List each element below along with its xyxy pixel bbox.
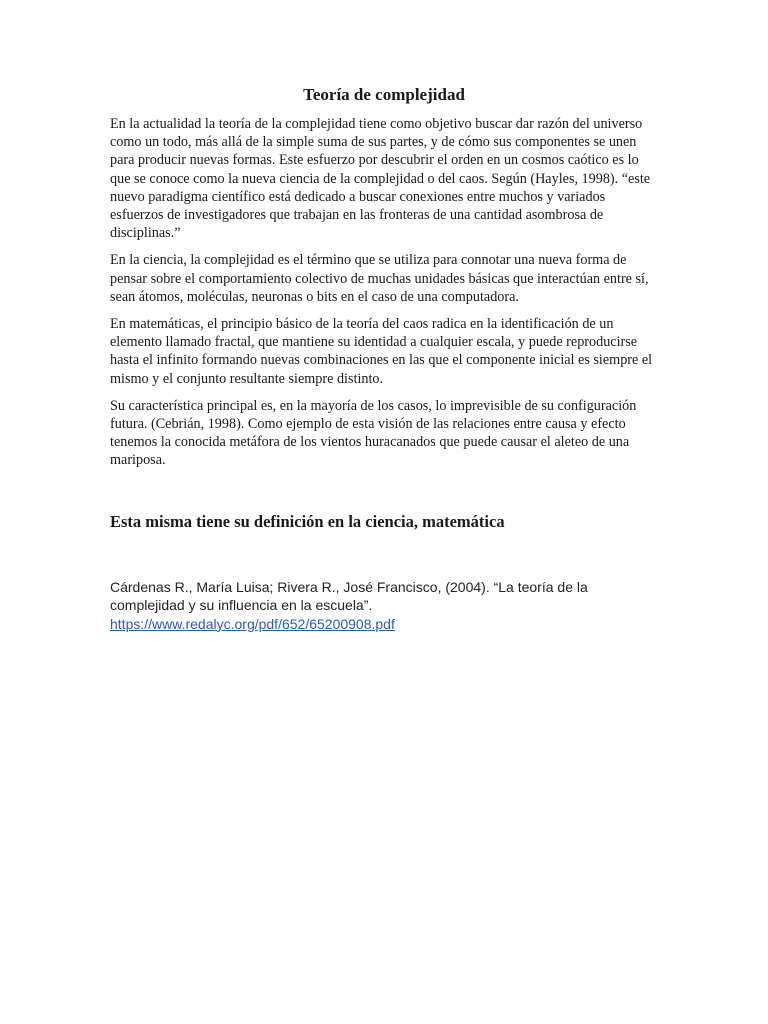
document-title: Teoría de complejidad	[303, 85, 465, 104]
section-subheading: Esta misma tiene su definición en la ciencia, matemática	[110, 511, 505, 531]
paragraph-characteristic: Su característica principal es, en la mayoría de los casos, lo imprevisible de su configuración futura. (Cebrián, 1998). Como ejemplo de esta visión de las relaciones entre causa y efecto tenemos la conocida metáfora de los vientos huracanados que puede causar el aleteo de una mariposa.	[110, 397, 637, 469]
paragraph-mathematics: En matemáticas, el principio básico de la teoría del caos radica en la identificación de un elemento llamado fractal, que mantiene su identidad a cualquier escala, y puede reproducirse hasta el infinito formando nuevas combinaciones en las que el componente inicial es siempre el mismo y el conjunto resultante siempre distinto.	[110, 316, 653, 387]
reference-citation: Cárdenas R., María Luisa; Rivera R., José Francisco, (2004). “La teoría de la complejidad y su influencia en la escuela”.	[110, 578, 588, 614]
reference-block	[110, 578, 658, 634]
reference-link[interactable]: https://www.redalyc.org/pdf/652/65200908.pdf	[110, 615, 395, 632]
document-content	[110, 84, 658, 633]
paragraph-science: En la ciencia, la complejidad es el término que se utiliza para connotar una nueva forma de pensar sobre el comportamiento colectivo de muchas unidades básicas que interactúan entre sí, sean átomos, moléculas, neuronas o bits en el caso de una computadora.	[110, 252, 649, 305]
paragraph-intro: En la actualidad la teoría de la complejidad tiene como objetivo buscar dar razón del universo como un todo, más allá de la simple suma de sus partes, y de cómo sus componentes se unen para producir nuevas formas. Este esfuerzo por descubrir el orden en un cosmos caótico es lo que se conoce como la nueva ciencia de la complejidad o del caos. Según (Hayles, 1998). “este nuevo paradigma científico está dedicado a buscar conexiones entre muchos y variados esfuerzos de investigadores que trabajan en las fronteras de una cantidad asombrosa de disciplinas.”	[110, 116, 651, 242]
